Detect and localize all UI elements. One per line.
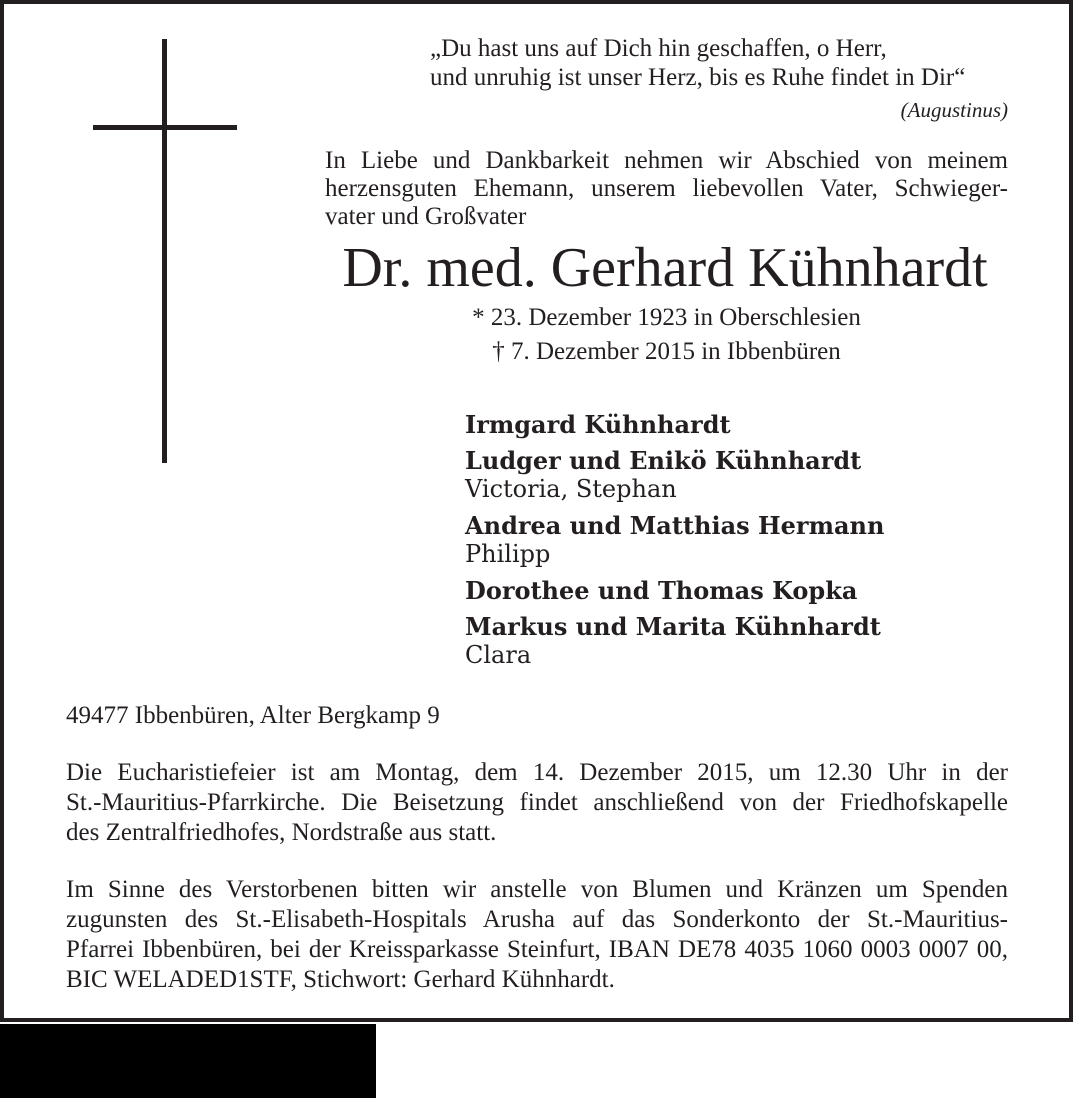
quote-attribution: (Augustinus)	[900, 98, 1008, 122]
death-line: † 7. Dezember 2015 in Ibbenbüren	[492, 338, 841, 365]
mourner-name: Philipp	[465, 540, 551, 568]
quote-line: „Du hast uns auf Dich hin geschaffen, o Herr,	[430, 35, 887, 62]
address-line: 49477 Ibbenbüren, Alter Bergkamp 9	[66, 702, 440, 729]
mourner-name: Clara	[465, 641, 532, 669]
intro-line: herzensguten Ehemann, unserem liebevollen Vater, Schwieger-	[325, 175, 1008, 202]
cross-icon-bar	[93, 125, 237, 130]
mourner-name: Markus und Marita Kühnhardt	[465, 612, 881, 641]
mourner-name: Victoria, Stephan	[465, 475, 677, 503]
quote-line: und unruhig ist unser Herz, bis es Ruhe findet in Dir“	[430, 64, 966, 91]
life-dates	[325, 301, 1008, 369]
service-paragraph	[66, 758, 1008, 848]
mourner-name: Ludger und Enikö Kühnhardt	[465, 446, 862, 475]
intro-line: In Liebe und Dankbarkeit nehmen wir Abschied von meinem	[325, 147, 1008, 174]
opening-quote	[430, 34, 1008, 92]
intro-paragraph	[325, 147, 1008, 231]
service-line: Die Eucharistiefeier ist am Montag, dem 14. Dezember 2015, um 12.30 Uhr in der	[66, 759, 1008, 786]
deceased-name: Dr. med. Gerhard Kühnhardt	[342, 237, 988, 299]
redaction-box	[0, 1024, 376, 1098]
donation-line: BIC WELADED1STF, Stichwort: Gerhard Kühnhardt.	[66, 966, 615, 993]
mourners-list	[465, 410, 884, 670]
mourner-name: Dorothee und Thomas Kopka	[465, 576, 858, 605]
donation-line: zugunsten des St.-Elisabeth-Hospitals Arusha auf das Sonderkonto der St.-Mauritius-	[66, 906, 1008, 933]
cross-icon	[162, 39, 167, 463]
intro-line: vater und Großvater	[325, 203, 527, 230]
mourner-name: Irmgard Kühnhardt	[465, 410, 731, 439]
service-line: des Zentralfriedhofes, Nordstraße aus statt.	[66, 819, 497, 846]
donation-line: Pfarrei Ibbenbüren, bei der Kreissparkasse Steinfurt, IBAN DE78 4035 1060 0003 0007 00,	[66, 936, 1008, 963]
mourner-name: Andrea und Matthias Hermann	[465, 511, 885, 540]
birth-line: * 23. Dezember 1923 in Oberschlesien	[472, 304, 861, 331]
service-line: St.-Mauritius-Pfarrkirche. Die Beisetzung findet anschließend von der Friedhofskapelle	[66, 789, 1008, 816]
donation-paragraph	[66, 875, 1008, 995]
donation-line: Im Sinne des Verstorbenen bitten wir anstelle von Blumen und Kränzen um Spenden	[66, 876, 1008, 903]
